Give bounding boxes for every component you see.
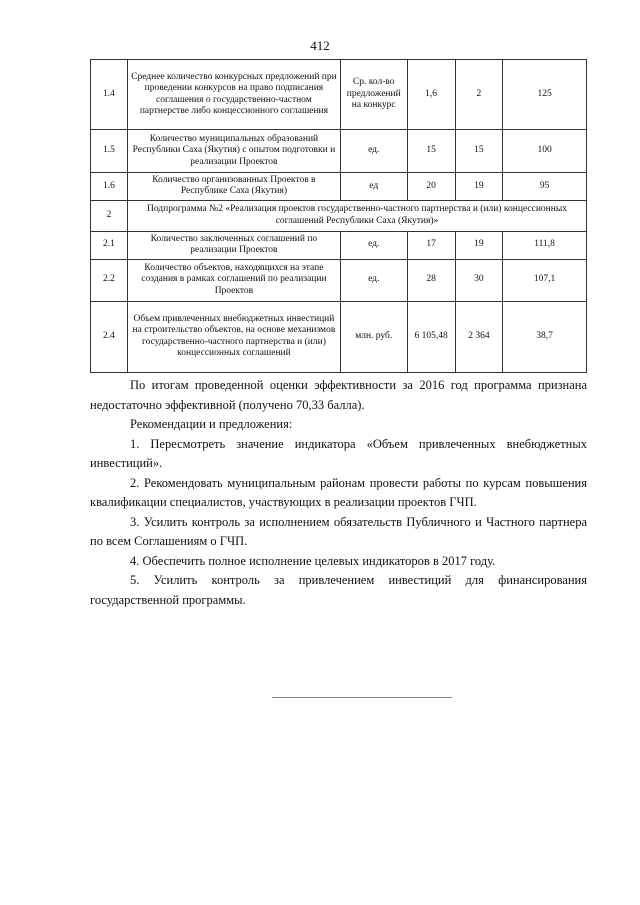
table-cell-v1: 20: [407, 173, 455, 201]
paragraph-recommendation-5: 5. Усилить контроль за привлечением инвестиций для финансирования государственной программы.: [90, 573, 587, 607]
indicators-table: [90, 59, 587, 373]
subprogram-number: 2: [91, 200, 128, 231]
separator-line: [272, 697, 452, 698]
table-row: [91, 173, 587, 201]
table-cell-num: 1.5: [91, 130, 128, 173]
table-cell-unit: ед: [340, 173, 407, 201]
table-cell-v2: 19: [455, 173, 502, 201]
table-cell-v2: 30: [455, 259, 502, 301]
table-cell-num: 2.1: [91, 231, 128, 259]
table-cell-v1: 15: [407, 130, 455, 173]
table-cell-name: Количество заключенных соглашений по реализации Проектов: [127, 231, 340, 259]
table-cell-unit: млн. руб.: [340, 301, 407, 372]
page-number: 412: [310, 38, 330, 53]
table-row: [91, 231, 587, 259]
table-cell-num: 2.4: [91, 301, 128, 372]
paragraph-recommendation-2: 2. Рекомендовать муниципальным районам провести работы по курсам повышения квалификации специалистов, участвующих в реализации проектов ГЧП.: [90, 475, 587, 509]
paragraph-recommendation-1: 1. Пересмотреть значение индикатора «Объем привлеченных внебюджетных инвестиций».: [90, 436, 587, 470]
table-cell-v1: 6 105,48: [407, 301, 455, 372]
table-cell-name: Количество организованных Проектов в Республике Саха (Якутия): [127, 173, 340, 201]
table-cell-v2: 19: [455, 231, 502, 259]
table-cell-v1: 1,6: [407, 60, 455, 130]
table-cell-v3: 100: [503, 130, 587, 173]
table-cell-name: Количество муниципальных образований Республики Саха (Якутия) с опытом подготовки и реализации Проектов: [127, 130, 340, 173]
table-cell-name: Количество объектов, находящихся на этапе создания в рамках соглашений по реализации Проектов: [127, 259, 340, 301]
table-cell-name: Среднее количество конкурсных предложений при проведении конкурсов на право подписания соглашения о государственно-частном партнерстве либо концессионного соглашения: [127, 60, 340, 130]
paragraph-recommendations-heading: Рекомендации и предложения:: [130, 417, 293, 431]
table-cell-unit: Ср. кол-во предложений на конкурс: [340, 60, 407, 130]
paragraph-recommendation-3: 3. Усилить контроль за исполнением обязательств Публичного и Частного партнера по всем Соглашениям о ГЧП.: [90, 514, 587, 548]
text-block: [90, 376, 587, 610]
paragraph-recommendation-4: 4. Обеспечить полное исполнение целевых индикаторов в 2017 году.: [130, 553, 496, 568]
table-cell-unit: ед.: [340, 231, 407, 259]
table-cell-v3: 38,7: [503, 301, 587, 372]
table-row: [91, 259, 587, 301]
table-cell-v1: 28: [407, 259, 455, 301]
table-cell-v3: 107,1: [503, 259, 587, 301]
table-cell-v1: 17: [407, 231, 455, 259]
table-cell-unit: ед.: [340, 130, 407, 173]
table-cell-v2: 2 364: [455, 301, 502, 372]
table-cell-num: 1.4: [91, 60, 128, 130]
table-cell-v2: 2: [455, 60, 502, 130]
subprogram-title: Подпрограмма №2 «Реализация проектов государственно-частного партнерства и (или) концессионных соглашений Республики Саха (Якутия)»: [127, 200, 586, 231]
table-cell-v3: 125: [503, 60, 587, 130]
table-cell-unit: ед.: [340, 259, 407, 301]
table-cell-num: 1.6: [91, 173, 128, 201]
table-cell-v3: 111,8: [503, 231, 587, 259]
table-row: [91, 60, 587, 130]
table-cell-name: Объем привлеченных внебюджетных инвестиций на строительство объектов, на основе механизмов государственно-частного партнерства и (или) концессионных соглашений: [127, 301, 340, 372]
table-cell-v3: 95: [503, 173, 587, 201]
table-cell-num: 2.2: [91, 259, 128, 301]
paragraph-conclusion: По итогам проведенной оценки эффективности за 2016 год программа признана недостаточно эффективной (получено 70,33 балла).: [90, 378, 587, 412]
subprogram-row: [91, 200, 587, 231]
table-cell-v2: 15: [455, 130, 502, 173]
table-row: [91, 301, 587, 372]
table-row: [91, 130, 587, 173]
